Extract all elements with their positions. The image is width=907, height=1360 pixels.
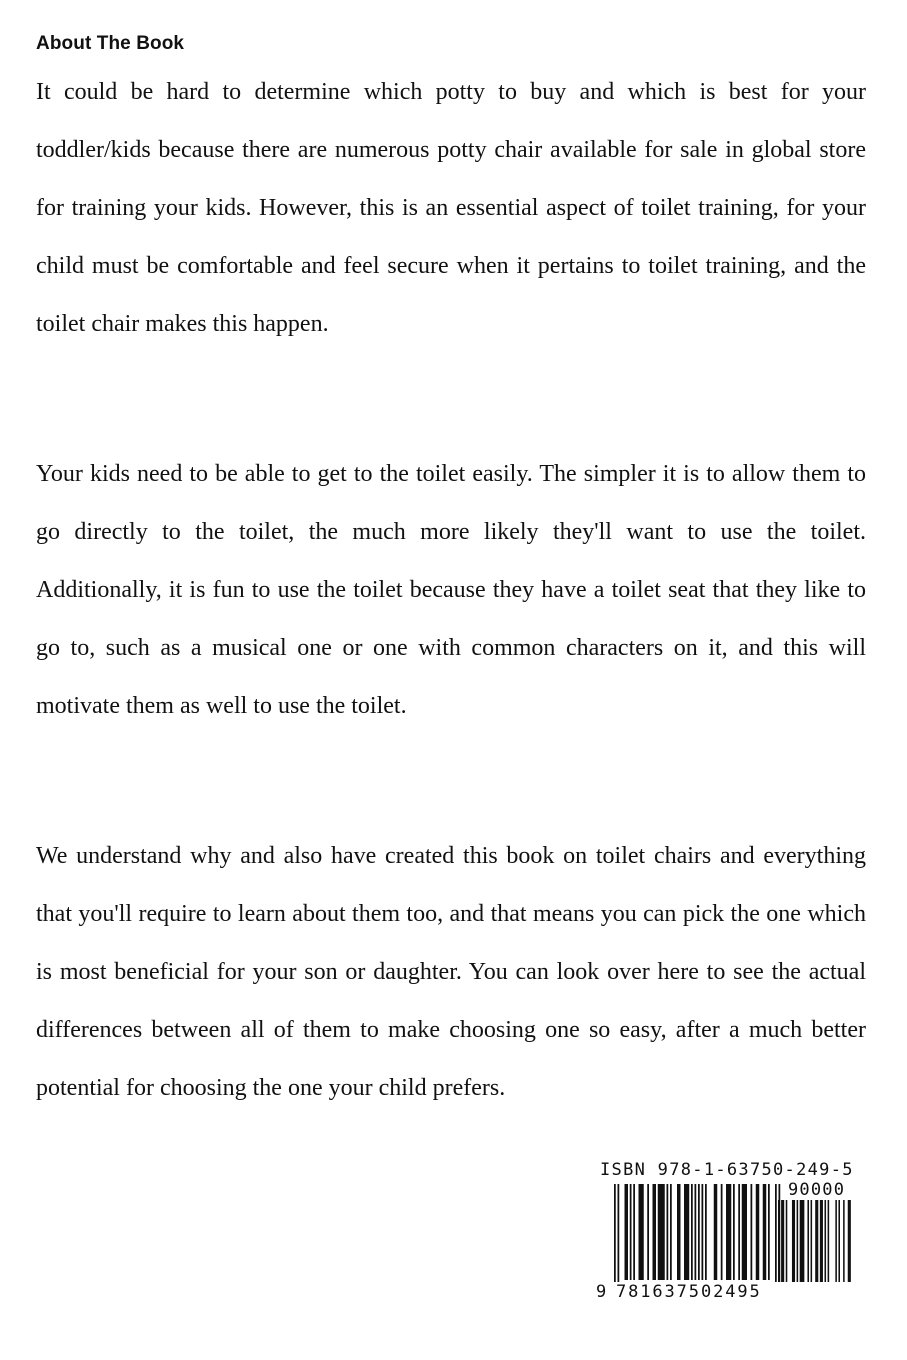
- ean-first-digit: 9: [596, 1282, 607, 1302]
- barcode-bar: [800, 1200, 805, 1282]
- barcode-bar: [639, 1184, 644, 1280]
- barcode-bar: [820, 1200, 823, 1282]
- barcode-bar: [698, 1184, 700, 1280]
- barcode-bar: [751, 1184, 753, 1280]
- barcode-bar: [647, 1184, 649, 1280]
- barcode-bar: [742, 1184, 747, 1280]
- isbn-barcode-block: [596, 1160, 854, 1310]
- paragraph-1: It could be hard to determine which potty to buy and which is best for your toddler/kids because there are numerous potty chair available for sale in global store for training your kids. However, this is an essential aspect of toilet training, for your child must be comfortable and feel secure when it pertains to toilet training, and the toilet chair makes this happen.: [36, 79, 866, 337]
- barcode-bar: [721, 1184, 723, 1280]
- barcode-bar: [843, 1200, 845, 1282]
- barcode-bar: [756, 1184, 760, 1280]
- barcode-bar: [614, 1184, 616, 1282]
- barcode-bar: [838, 1200, 840, 1282]
- barcode-bar: [658, 1184, 665, 1280]
- barcode-bar: [778, 1200, 780, 1282]
- barcode-bar: [828, 1200, 830, 1282]
- barcode-bar: [625, 1184, 629, 1280]
- barcode-bar: [695, 1184, 697, 1280]
- paragraph-2: Your kids need to be able to get to the toilet easily. The simpler it is to allow them to go directly to the toilet, the much more likely they'll want to use the toilet. Additionally, it is fun to use the toilet because they have a toilet seat that they like to go to, such as a musical one or one with common characters on it, and this will motivate them as well to use the toilet.: [36, 461, 866, 719]
- barcode-bar: [786, 1200, 788, 1282]
- barcode-bar: [781, 1200, 784, 1282]
- barcode-bar: [702, 1184, 704, 1280]
- barcode-bar: [815, 1200, 818, 1282]
- barcode-bar: [677, 1184, 681, 1280]
- barcode-bar: [763, 1184, 767, 1280]
- paragraph-3: We understand why and also have created this book on toilet chairs and everything that you'll require to learn about them too, and that means you can pick the one which is most beneficial for your son or daughter. You can look over here to see the actual differences between all of them to make choosing one so easy, after a much better potential for choosing the one your child prefers.: [36, 843, 866, 1101]
- ean-remaining-digits: 781637502495: [616, 1282, 762, 1302]
- barcode-bar: [691, 1184, 693, 1280]
- barcode-bar: [835, 1200, 837, 1282]
- barcode-bar: [811, 1200, 813, 1282]
- barcode-bar: [714, 1184, 718, 1280]
- barcode-bar: [726, 1184, 731, 1280]
- barcode-bar: [618, 1184, 620, 1282]
- barcode-bar: [653, 1184, 657, 1280]
- isbn-label: ISBN 978-1-63750-249-5: [600, 1160, 854, 1180]
- barcode-bar: [775, 1184, 777, 1282]
- barcode-addon-digits: 90000: [788, 1180, 846, 1200]
- barcode-bar: [667, 1184, 669, 1280]
- barcode-icon: [596, 1160, 854, 1282]
- barcode-bar: [768, 1184, 770, 1280]
- barcode-bar: [738, 1184, 740, 1280]
- barcode-bar: [733, 1184, 735, 1280]
- barcode-bar: [705, 1184, 707, 1280]
- barcode-bar: [807, 1200, 809, 1282]
- barcode-bar: [633, 1184, 635, 1280]
- barcode-bar: [630, 1184, 632, 1280]
- barcode-bar: [792, 1200, 795, 1282]
- barcode-bar: [848, 1200, 851, 1282]
- barcode-bar: [684, 1184, 689, 1280]
- barcode-bar: [797, 1200, 799, 1282]
- section-heading: About The Book: [36, 33, 185, 54]
- barcode-bar: [670, 1184, 672, 1280]
- barcode-bar: [825, 1200, 827, 1282]
